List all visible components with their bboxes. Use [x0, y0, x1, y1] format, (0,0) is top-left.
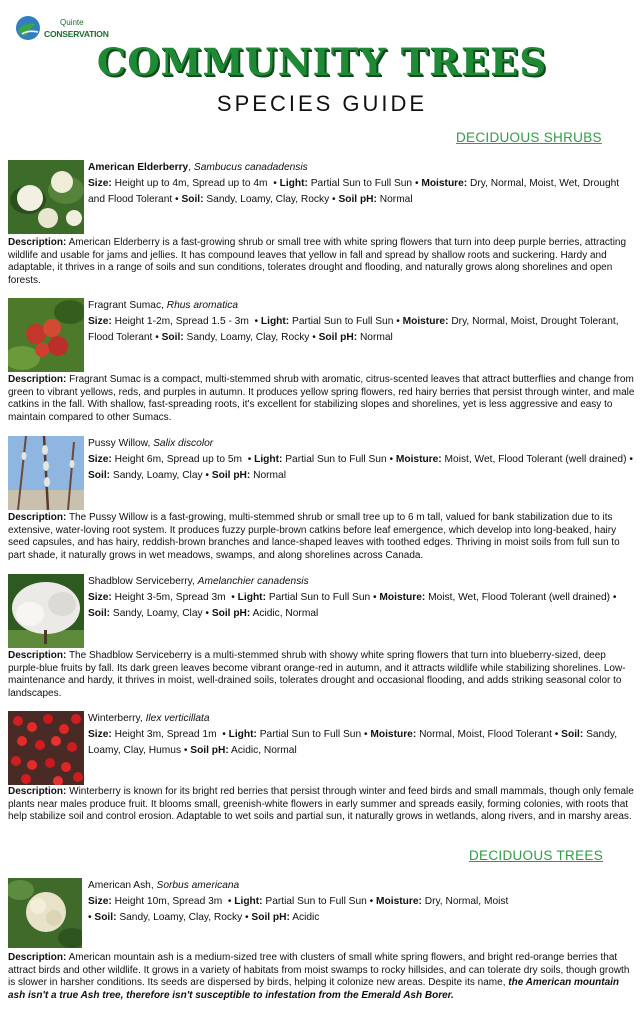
- light-label: Light:: [254, 454, 283, 465]
- description-label: Description:: [8, 952, 67, 963]
- soil-value: Sandy, Loamy, Clay, Rocky: [186, 332, 310, 343]
- moisture-value: Moist, Wet, Flood Tolerant (well drained): [444, 454, 627, 465]
- moisture-label: Moisture:: [376, 896, 422, 907]
- common-name: Shadblow Serviceberry: [88, 576, 192, 587]
- ph-value: Normal: [253, 470, 286, 481]
- ph-label: Soil pH:: [251, 912, 290, 923]
- description-text: Winterberry is known for its bright red berries that persist through winter and feed birds and small mammals, though only female plants near males produce fruit. It blooms small, greenish-white flowers in early summer and spreads easily, forming colonies, with roots that help stabilize soil and control erosion. Adaptable to wet soils and partial sun, it naturally grows in wetlands, along rivers, and in marshy areas.: [8, 786, 634, 823]
- species-entry-american-elderberry: [8, 160, 636, 285]
- soil-value: Sandy, Loamy, Clay, Rocky: [119, 912, 243, 923]
- species-entry-pussy-willow: [8, 436, 636, 561]
- latin-name: Sambucus canadadensis: [193, 162, 308, 173]
- latin-name: Ilex verticillata: [145, 713, 210, 724]
- light-label: Light:: [228, 729, 257, 740]
- description-label: Description:: [8, 237, 67, 248]
- moisture-label: Moisture:: [395, 454, 442, 465]
- species-name: Fragrant Sumac, Rhus aromatica: [88, 300, 239, 311]
- common-name: Winterberry: [88, 713, 140, 724]
- size-value: Height 3m, Spread 1m: [114, 729, 217, 740]
- latin-name: Sorbus americana: [156, 880, 240, 891]
- description-text: Fragrant Sumac is a compact, multi-stemmed shrub with aromatic, citrus-scented leaves that attract butterflies and change from green to vibrant yellows, reds, and purples in autumn. It produces yellow spring flowers, red hairy berries that persist through winter, and male catkins in the fall. With shallow, fast-spreading roots, it's excellent for stabilizing slopes and shorelines, yet is less aggressive and easy to maintain compared to other Sumacs.: [8, 374, 635, 423]
- ph-value: Acidic, Normal: [252, 608, 319, 619]
- species-header: [88, 878, 636, 926]
- species-name: American Ash, Sorbus americana: [88, 880, 240, 891]
- page-subtitle: SPECIES GUIDE: [216, 91, 428, 116]
- description-label: Description:: [8, 512, 67, 523]
- soil-value: Sandy, Loamy, Clay, Humus: [88, 729, 618, 756]
- soil-value: Sandy, Loamy, Clay, Rocky: [206, 194, 330, 205]
- soil-label: Soil:: [161, 332, 184, 343]
- latin-name: Salix discolor: [153, 438, 214, 449]
- species-description: [8, 650, 636, 700]
- winterberry-photo: [8, 711, 84, 785]
- american-ash-photo: [8, 878, 82, 948]
- light-value: Partial Sun to Full Sun: [259, 729, 362, 740]
- latin-name: Amelanchier canadensis: [197, 576, 309, 587]
- description-text: The Pussy Willow is a fast-growing, multi-stemmed shrub or small tree up to 6 m tall, valued for bank stabilization due to its extensive, water-loving root system. It produces fuzzy purple-brown catkins before leaf emergence, which develop into long-beaked, hairy seed capsules, and has hairy, reddish-brown branches and lance-shaped leaves with toothed edges. Thriving in moist soils from full sun to part shade, it naturally grows in wet meadows, swamps, and along shorelines across Canada.: [8, 512, 620, 561]
- ph-label: Soil pH:: [190, 745, 229, 756]
- light-value: Partial Sun to Full Sun: [310, 178, 413, 189]
- species-attributes: Size: Height up to 4m, Spread up to 4m • Light: Partial Sun to Full Sun • Moisture: Dry, Normal, Moist, Wet, Drought and Flood Tolerant • Soil: Sandy, Loamy, Clay, Rocky • Soil pH: Normal: [88, 178, 620, 205]
- common-name: American Elderberry: [88, 162, 189, 173]
- species-header: [88, 574, 636, 622]
- soil-label: Soil:: [181, 194, 204, 205]
- species-header: [88, 298, 636, 346]
- light-label: Light:: [237, 592, 266, 603]
- moisture-value: Normal, Moist, Flood Tolerant: [419, 729, 552, 740]
- species-header: [88, 160, 636, 208]
- species-description: [8, 237, 636, 287]
- soil-label: Soil:: [88, 608, 111, 619]
- species-header: [88, 436, 636, 484]
- species-attributes: Size: Height 3-5m, Spread 3m • Light: Partial Sun to Full Sun • Moisture: Moist, Wet, Flood Tolerant (well drained) • Soil: Sandy, Loamy, Clay • Soil pH: Acidic, Normal: [88, 592, 617, 619]
- soil-label: Soil:: [561, 729, 584, 740]
- species-name: Shadblow Serviceberry, Amelanchier canadensis: [88, 576, 309, 587]
- species-description: [8, 374, 636, 424]
- soil-label: Soil:: [94, 912, 117, 923]
- moisture-label: Moisture:: [421, 178, 468, 189]
- description-label: Description:: [8, 650, 67, 661]
- page-title: COMMUNITY TREES: [96, 40, 548, 84]
- soil-value: Sandy, Loamy, Clay: [112, 470, 203, 481]
- ph-value: Acidic: [292, 912, 320, 923]
- description-text: American mountain ash is a medium-sized tree with clusters of small white spring flowers, and bright red-orange berries that attract birds and other wildlife. It grows in a variety of habitats from moist swamps to rocky hillsides, and can tolerate dry soils, though growth is slower in harsher conditions. Its seeds are dispersed by birds, helping it colonize new areas. Despite its name,: [8, 952, 630, 989]
- emerald-ash-borer-note: the American mountain ash isn't a true Ash tree, therefore isn't susceptible to infestation from the Emerald Ash Borer.: [8, 977, 620, 1001]
- moisture-value: Dry, Normal, Moist, Wet, Drought and Flood Tolerant: [88, 178, 620, 205]
- size-value: Height up to 4m, Spread up to 4m: [114, 178, 268, 189]
- species-attributes: Size: Height 1-2m, Spread 1.5 - 3m • Light: Partial Sun to Full Sun • Moisture: Dry, Normal, Moist, Drought Tolerant, Flood Tolerant • Soil: Sandy, Loamy, Clay, Rocky • Soil pH: Normal: [88, 316, 619, 343]
- description-label: Description:: [8, 786, 67, 797]
- moisture-value: Dry, Normal, Moist: [424, 896, 509, 907]
- species-name: American Elderberry, Sambucus canadadensis: [88, 162, 308, 173]
- species-entry-american-ash: [8, 878, 636, 1018]
- description-text: American Elderberry is a fast-growing shrub or small tree with white spring flowers that turn into deep purple berries, attracting wildlife and usable for jams and jellies. It has compound leaves that yellow in fall and spread by shallow roots and suckering. Hardy and adaptable, it thrives in a range of soils and sun conditions, tolerates drought and flooding, and naturally grows along shorelines and open forests.: [8, 237, 627, 286]
- size-label: Size:: [88, 592, 112, 603]
- logo-text-conservation: CONSERVATION: [44, 29, 109, 39]
- moisture-value: Dry, Normal, Moist, Drought Tolerant, Flood Tolerant: [88, 316, 619, 343]
- ph-value: Normal: [379, 194, 413, 205]
- light-label: Light:: [279, 178, 308, 189]
- conservation-logo-icon: [14, 14, 42, 42]
- moisture-label: Moisture:: [370, 729, 417, 740]
- species-description: [8, 952, 636, 1002]
- species-attributes: Size: Height 3m, Spread 1m • Light: Partial Sun to Full Sun • Moisture: Normal, Moist, Flood Tolerant • Soil: Sandy, Loamy, Clay, Humus • Soil pH: Acidic, Normal: [88, 729, 618, 756]
- section-heading-shrubs: DECIDUOUS SHRUBS: [456, 130, 602, 145]
- ph-value: Normal: [359, 332, 393, 343]
- moisture-label: Moisture:: [379, 592, 426, 603]
- moisture-value: Moist, Wet, Flood Tolerant (well drained): [428, 592, 611, 603]
- species-name: Winterberry, Ilex verticillata: [88, 713, 210, 724]
- light-label: Light:: [260, 316, 290, 327]
- species-description: [8, 786, 636, 824]
- shadblow-serviceberry-photo: [8, 574, 84, 648]
- size-value: Height 6m, Spread up to 5m: [114, 454, 243, 465]
- species-name: Pussy Willow, Salix discolor: [88, 438, 214, 449]
- section-heading-trees: DECIDUOUS TREES: [469, 848, 604, 863]
- ph-label: Soil pH:: [338, 194, 377, 205]
- species-header: [88, 711, 636, 759]
- soil-value: Sandy, Loamy, Clay: [112, 608, 203, 619]
- moisture-label: Moisture:: [402, 316, 449, 327]
- species-attributes: Size: Height 10m, Spread 3m • Light: Partial Sun to Full Sun • Moisture: Dry, Normal, Moist • Soil: Sandy, Loamy, Clay, Rocky • Soil pH: Acidic: [88, 896, 509, 923]
- fragrant-sumac-photo: [8, 298, 84, 372]
- common-name: American Ash: [88, 880, 151, 891]
- light-value: Partial Sun to Full Sun: [285, 454, 387, 465]
- species-entry-shadblow-serviceberry: [8, 574, 636, 699]
- latin-name: Rhus aromatica: [166, 300, 239, 311]
- size-value: Height 3-5m, Spread 3m: [114, 592, 226, 603]
- ph-label: Soil pH:: [211, 608, 251, 619]
- ph-label: Soil pH:: [318, 332, 358, 343]
- elderberry-photo: [8, 160, 84, 234]
- common-name: Fragrant Sumac: [88, 300, 162, 311]
- size-value: Height 10m, Spread 3m: [114, 896, 223, 907]
- size-label: Size:: [88, 729, 112, 740]
- logo-text-quinte: Quinte: [60, 18, 84, 27]
- light-value: Partial Sun to Full Sun: [268, 592, 371, 603]
- species-attributes: Size: Height 6m, Spread up to 5m • Light: Partial Sun to Full Sun • Moisture: Moist, Wet, Flood Tolerant (well drained) • Soil: Sandy, Loamy, Clay • Soil pH: Normal: [88, 454, 633, 481]
- common-name: Pussy Willow: [88, 438, 148, 449]
- description-label: Description:: [8, 374, 67, 385]
- ph-value: Acidic, Normal: [231, 745, 297, 756]
- species-description: [8, 512, 636, 562]
- pussy-willow-photo: [8, 436, 84, 510]
- species-entry-winterberry: [8, 711, 636, 841]
- size-label: Size:: [88, 454, 112, 465]
- description-text: The Shadblow Serviceberry is a multi-stemmed shrub with showy white spring flowers that turn into blueberry-sized, deep purple-blue fruits by fall. Its dark green leaves become vibrant orange-red in autumn, and it attracts wildlife while stabilizing shorelines. Low-maintenance and hardy, it thrives in moist, well-drained soils, tolerates drought and occasional flooding, and adds striking seasonal color to landscapes.: [8, 650, 626, 699]
- ph-label: Soil pH:: [211, 470, 251, 481]
- light-value: Partial Sun to Full Sun: [292, 316, 394, 327]
- soil-label: Soil:: [88, 470, 111, 481]
- size-label: Size:: [88, 178, 112, 189]
- size-label: Size:: [88, 316, 112, 327]
- size-label: Size:: [88, 896, 112, 907]
- species-entry-fragrant-sumac: [8, 298, 636, 423]
- light-value: Partial Sun to Full Sun: [265, 896, 367, 907]
- size-value: Height 1-2m, Spread 1.5 - 3m: [114, 316, 249, 327]
- light-label: Light:: [234, 896, 263, 907]
